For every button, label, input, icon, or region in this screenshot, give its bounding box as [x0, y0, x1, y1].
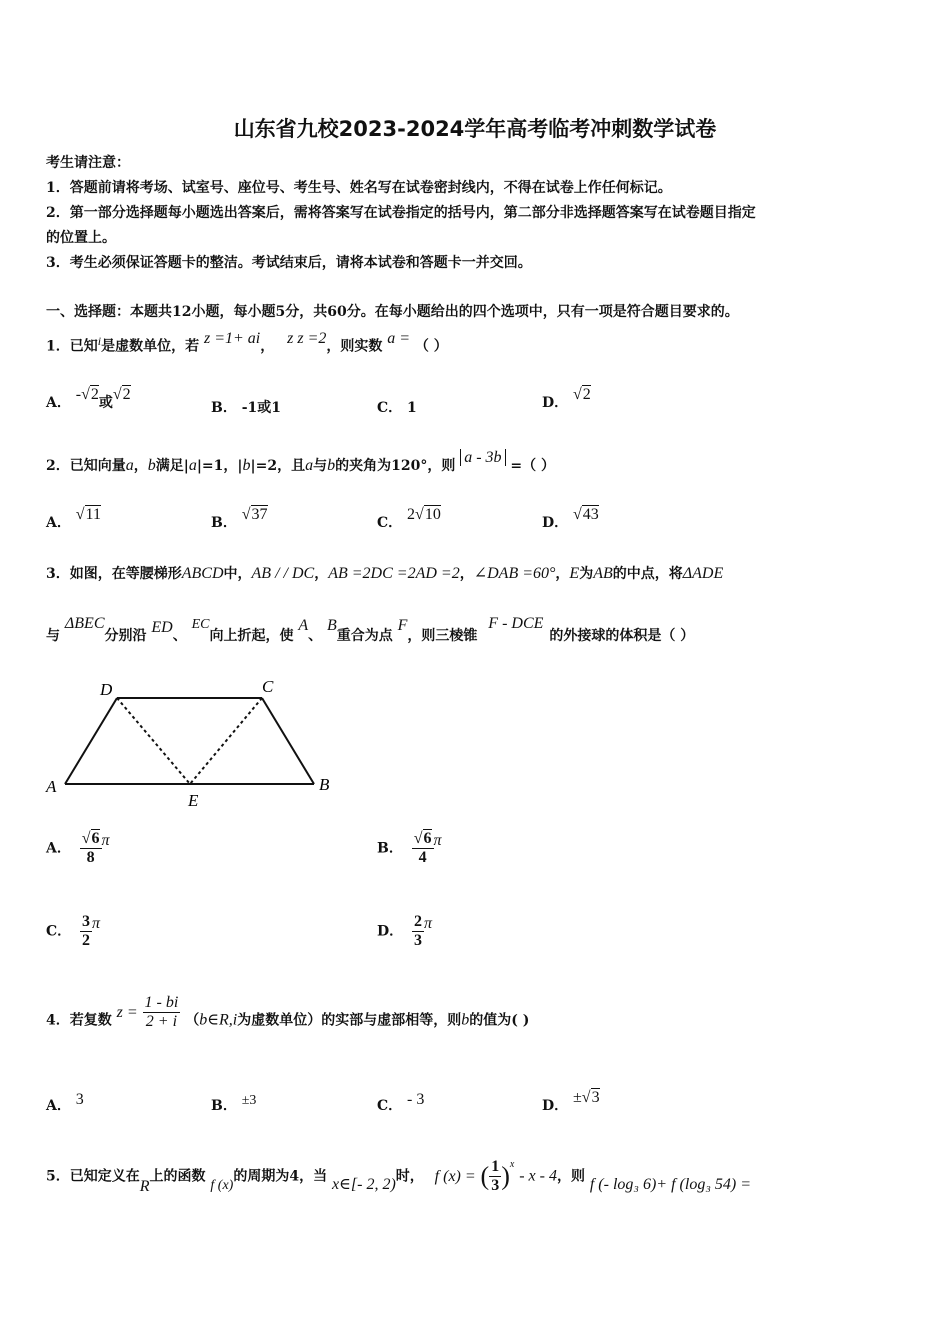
edge-de [117, 698, 190, 784]
label-b: B [319, 775, 330, 794]
q1-option-d[interactable]: D． √2 [542, 386, 591, 411]
notice-item-2-cont: 的位置上。 [46, 230, 116, 246]
q3-option-b[interactable]: B． $\frac{√6}{4}$ π [377, 830, 442, 866]
trapezoid-figure [40, 670, 340, 815]
notice-item-1: 1．答题前请将考场、试室号、座位号、考生号、姓名写在试卷密封线内，不得在试卷上作任何标记。 [46, 180, 672, 196]
q3-option-c[interactable]: C． $\frac{3}{2}$ π [46, 913, 101, 949]
q1-option-c[interactable]: C． 1 [377, 400, 417, 416]
q1-option-a[interactable]: A． -√2或√2 [46, 386, 131, 411]
question-3-line-1: 3．如图，在等腰梯形ABCD中，AB / / DC，AB =2DC =2AD =2，∠DAB =60°，E为AB的中点，将ΔADE [46, 565, 724, 582]
notice-item-3: 3．考生必须保证答题卡的整洁。考试结束后，请将本试卷和答题卡一并交回。 [46, 255, 532, 271]
q4-option-d[interactable]: D． ±√3 [542, 1089, 600, 1114]
q2-option-c[interactable]: C． 2√10 [377, 506, 441, 531]
question-2: 2．已知向量a，b满足|a|=1，|b|=2，且a与b的夹角为120°，则 a - 3b =（ ） [46, 449, 556, 474]
q4-option-c[interactable]: C． - 3 [377, 1091, 425, 1114]
q2-option-d[interactable]: D． √43 [542, 506, 599, 531]
q3-option-d[interactable]: D． $\frac{2}{3}$ π [377, 913, 433, 949]
edge-ce [190, 698, 262, 784]
page-title: 山东省九校2023-2024学年高考临考冲刺数学试卷 [233, 117, 717, 141]
label-d: D [100, 680, 113, 699]
q1-option-b[interactable]: B． -1或1 [211, 400, 282, 416]
question-1: 1．已知$^i$是虚数单位，若 z =1+ ai， z z =2，则实数 a = （ ） [46, 329, 448, 355]
q3-option-a[interactable]: A． $\frac{√6}{8}$ π [46, 830, 110, 866]
notice-item-2: 2．第一部分选择题每小题选出答案后，需将答案写在试卷指定的括号内，第二部分非选择题答案写在试卷题目指定 [46, 205, 756, 221]
label-e: E [188, 791, 199, 810]
q4-option-b[interactable]: B． ±3 [211, 1093, 257, 1114]
q2-option-a[interactable]: A． √11 [46, 506, 101, 531]
q4-option-a[interactable]: A． 3 [46, 1091, 84, 1114]
question-3-line-2: 与 ΔBEC分别沿 ED、 EC向上折起，使 A、 B重合为点 F，则三棱锥 F - DCE的外接球的体积是（ ） [46, 615, 695, 644]
notice-heading: 考生请注意： [46, 155, 130, 171]
edge-cb [262, 698, 314, 784]
label-a: A [46, 777, 57, 796]
label-c: C [262, 677, 274, 696]
section-heading: 一、选择题：本题共12小题，每小题5分，共60分。在每小题给出的四个选项中，只有一项是符合题目要求的。 [46, 304, 739, 320]
edge-ad [65, 698, 117, 784]
q2-option-b[interactable]: B． √37 [211, 506, 268, 531]
question-4: 4．若复数 z = $\frac{1 - bi}{2 + i}$ （b∈R,i为虚数单位）的实部与虚部相等，则b的值为( ) [46, 994, 530, 1030]
question-5: 5．已知定义在R上的函数 f (x)的周期为4，当 x∈[- 2, 2)时， f (x) = ( $\frac{1}{3}$ )$^x$ - x - 4，则 f (- log₃ 6)+ f (log₃ 54) = [46, 1158, 751, 1195]
